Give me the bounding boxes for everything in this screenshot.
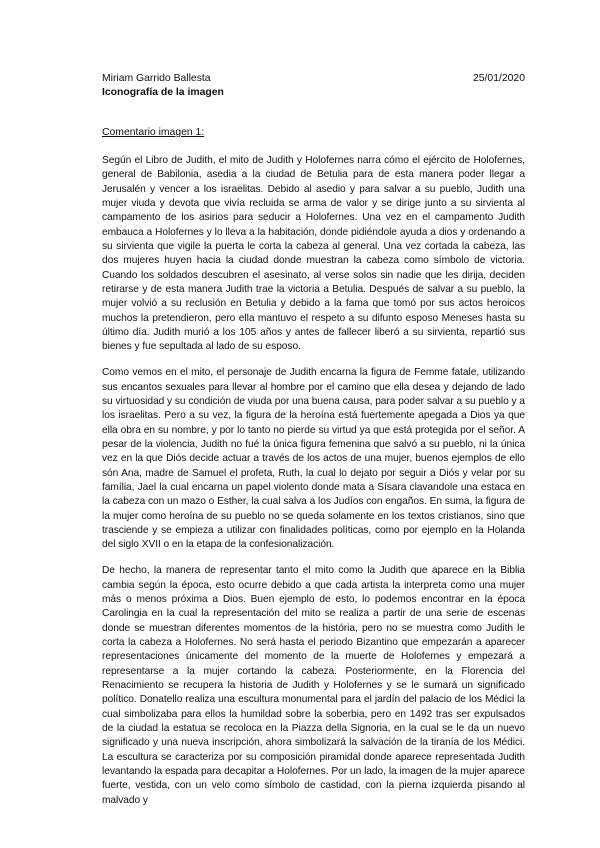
document-header <box>102 73 525 103</box>
paragraph: Como vemos en el mito, el personaje de Judith encarna la figura de Femme fatale, utilizando sus encantos sexuales para llevar al hombre por el camino que ella desea y dejando de lado su virtuosidad y su condición de viuda por una buena causa, para poder salvar a su pueblo y a los israelitas. Pero a su vez, la figura de la heroína está fuertemente apegada a Dios ya que ella obra en su nombre, y por lo tanto no pierde su virtud ya que está protegida por el señor. A pesar de la violencia, Judith no fué la única figura femenina que salvó a su pueblo, ni la única vez en la que Diós decide actuar a través de los actos de una mujer, buenos ejemplos de ello són Ana, madre de Samuel el profeta, Ruth, la cual lo dejato por seguir a Diós y velar por su família, Jael la cual encarna un papel violento donde mata a Sísara clavandole una estaca en la cabeza con un mazo o Esther, la cual salva a los Judíos con engaños. En suma, la figura de la mujer como heroína de su pueblo no se queda solamente en los textos cristianos, sino que trasciende y se empieza a utilizar con finalidades políticas, como por ejemplo en la Holanda del siglo XVII o en la etapa de la confesionalización. <box>102 367 525 551</box>
author-name: Miriam Garrido Ballesta <box>102 73 211 84</box>
document-body <box>102 154 525 820</box>
document-subtitle: Iconografía de la imagen <box>102 87 224 98</box>
section-heading: Comentario imagen 1: <box>102 127 205 138</box>
paragraph: Según el Libro de Judith, el mito de Judith y Holofernes narra cómo el ejército de Holofernes, general de Babilonia, asedia a la ciudad de Betulia para de esta manera poder llegar a Jerusalén y vencer a los israelitas. Debido al asedio y para salvar a su pueblo, Judith una mujer viuda y devota que vivía recluida se arma de valor y se dirige junto a su sirvienta al campamento de los asirios para seducir a Holofernes. Una vez en el campamento Judith embauca a Holofernes y lo lleva a la habitación, donde pidiéndole ayuda a dios y ordenando a su sirvienta que vigile la puerta le corta la cabeza al general. Una vez cortada la cabeza, las dos mujeres huyen hacia la ciudad donde muestran la cabeza como símbolo de victoria. Cuando los soldados descubren el asesinato, al verse solos sin nadie que les dirija, deciden retirarse y de esta manera Judith trae la victoria a Betulia. Después de salvar a su pueblo, la mujer volvió a su reclusión en Betulia y debido a la fama que tomó por sus actos heroicos muchos la pretendieron, pero ella mantuvo el respeto a su difunto esposo Meneses hasta su último día. Judith murió a los 105 años y antes de fallecer liberó a su sirvienta, repartió sus bienes y fue sepultada al lado de su esposo. <box>102 155 525 353</box>
document-date: 25/01/2020 <box>472 73 525 84</box>
paragraph: De hecho, la manera de representar tanto el mito como la Judith que aparece en la Biblia cambia según la época, esto ocurre debido a que cada artista la interpreta como una mujer más o menos próxima a Dios. Buen ejemplo de esto, lo podemos encontrar en la época Carolingia en la cual la representación del mito se realiza a partir de una serie de escenas donde se muestran diferentes momentos de la história, pero no se muestra como Judith le corta la cabeza a Holofernes. No será hasta el periodo Bizantino que empezarán a aparecer representaciones únicamente del momento de la muerte de Holofernes y empezará a representarse a la mujer cortando la cabeza. Posteriormente, en la Florencia del Renacimiento se recupera la historia de Judith y Holofernes y se le sumará un significado político. Donatello realiza una escultura monumental para el jardín del palacio de los Médici la cual simbolizaba para ellos la humildad sobre la soberbia, pero en 1492 tras ser expulsados de la ciudad la estatua se recoloca en la Piazza della Signoria, en la cual se le da un nuevo significado y una nueva inscripción, ahora simbolizará la salvación de la tiranía de los Médici. La escultura se caracteriza por su composición piramidal donde aparece representada Judith levantando la espada para decapitar a Holofernes. Por un lado, la imagen de la mujer aparece fuerte, vestida, con un velo como símbolo de castidad, con la pierna izquierda pisando al malvado y <box>102 565 525 806</box>
